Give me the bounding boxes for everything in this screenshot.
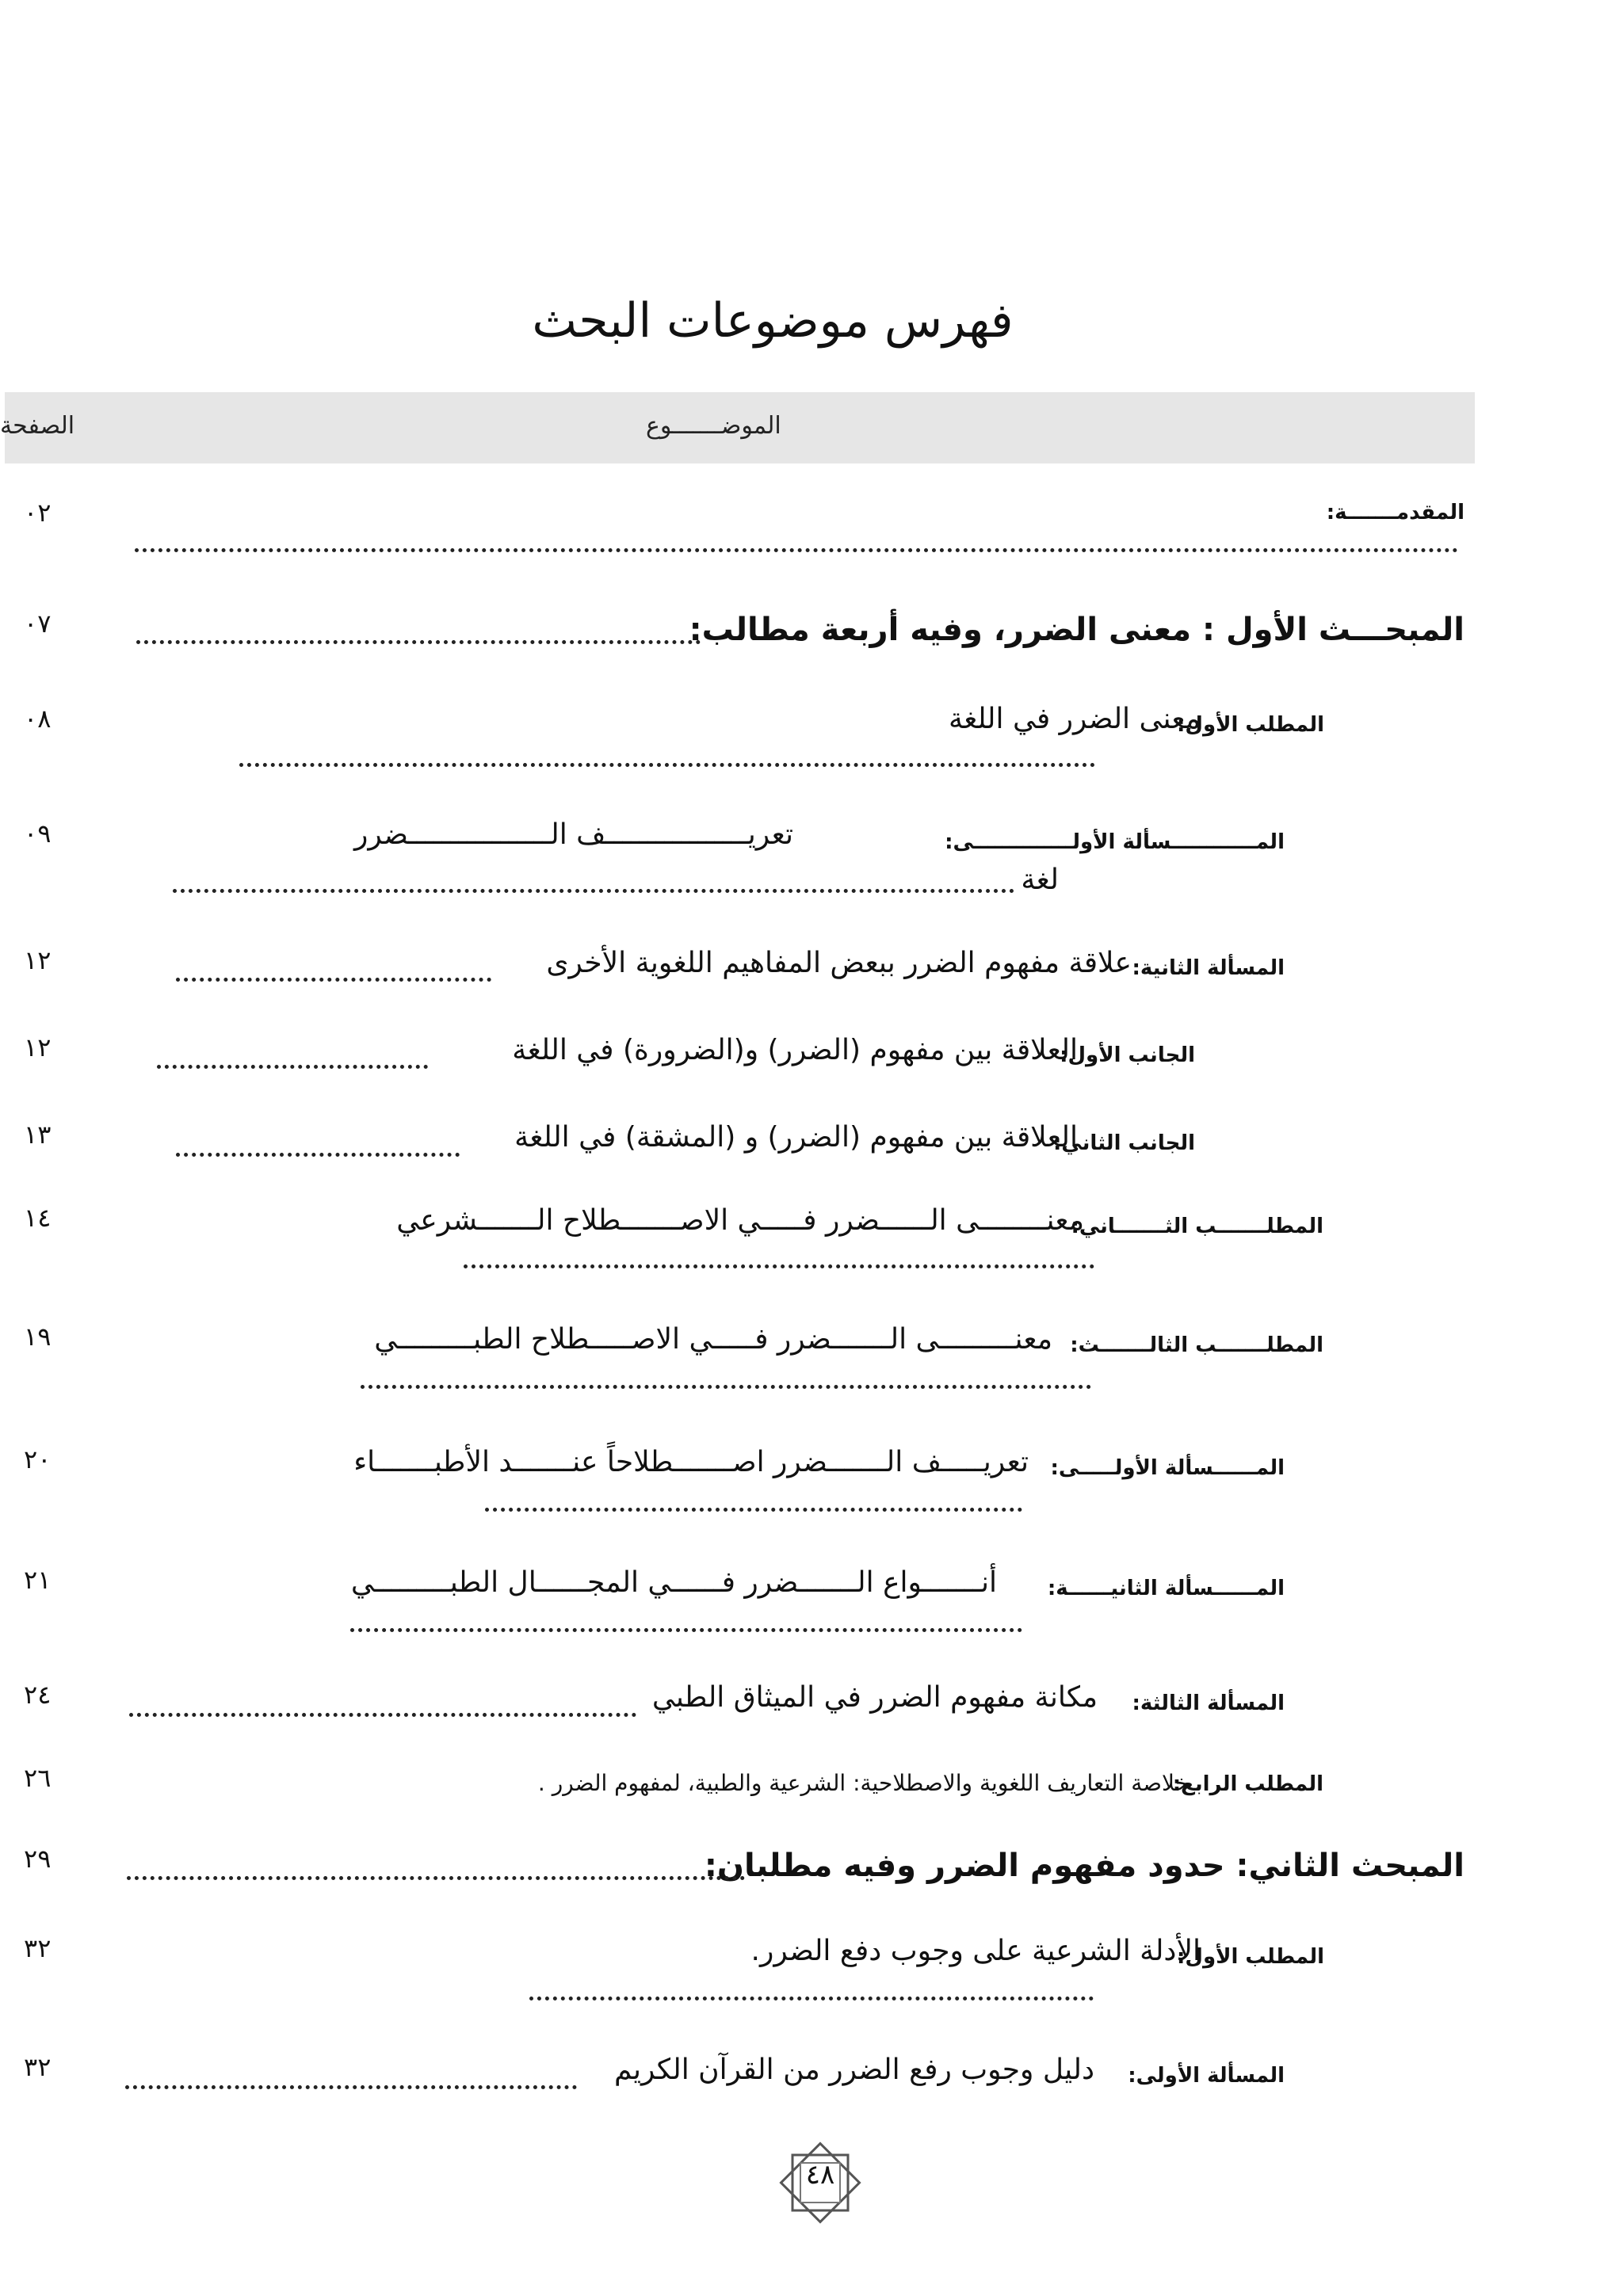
toc-page-number: ١٢ bbox=[24, 1032, 52, 1062]
dot-leader bbox=[127, 1876, 745, 1880]
topic-column-header: الموضـــــــوع bbox=[646, 412, 781, 440]
toc-entry-text: العلاقة بين مفهوم (الضرر) و(الضرورة) في اللغة bbox=[512, 1034, 1078, 1066]
toc-page-number: ٠٧ bbox=[24, 608, 52, 639]
toc-page-number: ١٣ bbox=[24, 1119, 52, 1150]
toc-page-number: ٢٠ bbox=[24, 1444, 52, 1474]
toc-entry-label: المسألة الثالثة: bbox=[1132, 1691, 1285, 1715]
toc-entry-text: العلاقة بين مفهوم (الضرر) و (المشقة) في اللغة bbox=[514, 1121, 1078, 1154]
toc-page-number: ١٤ bbox=[24, 1203, 52, 1233]
dot-leader bbox=[529, 1997, 1094, 2000]
toc-entry-label: المطلـــــــب الثالـــــــث: bbox=[1070, 1333, 1323, 1357]
toc-entry-text: معنــــــــى الــــــضرر فـــــي الاصـــــــطلاح الـــــــشرعي bbox=[396, 1204, 1084, 1237]
dot-leader bbox=[157, 1065, 428, 1069]
toc-entry-label: المــــــسألة الثانيــــــة: bbox=[1047, 1577, 1285, 1600]
toc-entry-label: المبحث الثاني: حدود مفهوم الضرر وفيه مطلبان: bbox=[704, 1848, 1465, 1884]
toc-entry-label: المطلـــــــب الثـــــــاني: bbox=[1071, 1215, 1323, 1238]
dot-leader bbox=[176, 1153, 460, 1157]
dot-leader bbox=[135, 548, 1458, 552]
toc-entry-text: معنـــــــــى الـــــــضرر فـــــي الاصـــــطلاح الطبـــــــــي bbox=[374, 1323, 1052, 1356]
toc-entry-text: علاقة مفهوم الضرر ببعض المفاهيم اللغوية الأخرى bbox=[546, 947, 1132, 979]
toc-entry-label: المسألة الأولى: bbox=[1128, 2064, 1285, 2088]
toc-page-number: ١٢ bbox=[24, 945, 52, 975]
dot-leader bbox=[125, 2085, 577, 2089]
toc-page-number: ٠٢ bbox=[24, 498, 52, 528]
dot-leader bbox=[129, 1713, 636, 1717]
page-title: فهرس موضوعات البحث bbox=[532, 293, 1014, 349]
page-column-header: الصفحة bbox=[0, 412, 75, 440]
toc-page-number: ٢٦ bbox=[24, 1763, 52, 1793]
dot-leader bbox=[464, 1264, 1094, 1268]
toc-entry-label: الجانب الثاني: bbox=[1052, 1131, 1195, 1155]
toc-entry-label: المطلب الأول: bbox=[1176, 1945, 1324, 1969]
toc-page-number: ٠٨ bbox=[24, 704, 52, 734]
toc-entry-text: معنى الضرر في اللغة bbox=[948, 703, 1201, 735]
toc-entry-label: المطلب الرابع: bbox=[1172, 1772, 1323, 1796]
toc-entry-label: المــــــــــــسألة الأولــــــــــــــى: bbox=[945, 830, 1285, 854]
toc-entry-label: المسألة الثانية: bbox=[1132, 956, 1285, 980]
toc-entry-label: الجانب الأول: bbox=[1060, 1043, 1195, 1067]
toc-page-number: ٢٤ bbox=[24, 1680, 52, 1710]
dot-leader bbox=[485, 1508, 1022, 1512]
dot-leader bbox=[136, 640, 701, 644]
toc-entry-text: تعريـــــف الـــــــضرر اصـــــــطلاحاً عنـــــــد الأطبـــــــاء bbox=[353, 1446, 1029, 1478]
toc-entry-label: المبحـــث الأول : معنى الضرر، وفيه أربعة مطالب: bbox=[689, 612, 1465, 648]
toc-entry-text: خلاصة التعاريف اللغوية والاصطلاحية: الشرعية والطبية، لمفهوم الضرر . bbox=[537, 1770, 1189, 1796]
toc-entry-text: أنـــــــواع الـــــــضرر فــــــي المجــــــال الطبـــــــــي bbox=[350, 1566, 997, 1599]
dot-leader bbox=[361, 1385, 1091, 1389]
toc-page-number: ٣٢ bbox=[24, 2052, 52, 2082]
dot-leader bbox=[176, 978, 491, 982]
toc-page-number: ١٩ bbox=[24, 1322, 52, 1352]
dot-leader bbox=[173, 889, 1014, 893]
dot-leader bbox=[350, 1628, 1022, 1632]
toc-page-number: ٢١ bbox=[24, 1565, 52, 1595]
toc-entry-text: مكانة مفهوم الضرر في الميثاق الطبي bbox=[651, 1681, 1098, 1714]
toc-entry-text: الأدلة الشرعية على وجوب دفع الضرر. bbox=[750, 1935, 1201, 1967]
toc-page-number: ٢٩ bbox=[24, 1844, 52, 1874]
toc-entry-label: المطلب الأول: bbox=[1176, 713, 1324, 737]
toc-entry-text: تعريـــــــــــــــــف الـــــــــــــــــضرر bbox=[353, 818, 793, 851]
toc-entry-text: دليل وجوب رفع الضرر من القرآن الكريم bbox=[614, 2054, 1094, 2086]
toc-page-number: ٣٢ bbox=[24, 1933, 52, 1963]
toc-entry-label: المــــــسألة الأولـــــى: bbox=[1050, 1456, 1285, 1480]
dot-leader bbox=[239, 763, 1095, 767]
toc-page-number: ٠٩ bbox=[24, 818, 52, 849]
toc-entry-label: المقدمـــــــة: bbox=[1326, 501, 1465, 524]
toc-entry-text-continuation: لغة bbox=[1021, 864, 1059, 896]
page-number: ٤٨ bbox=[805, 2159, 835, 2191]
